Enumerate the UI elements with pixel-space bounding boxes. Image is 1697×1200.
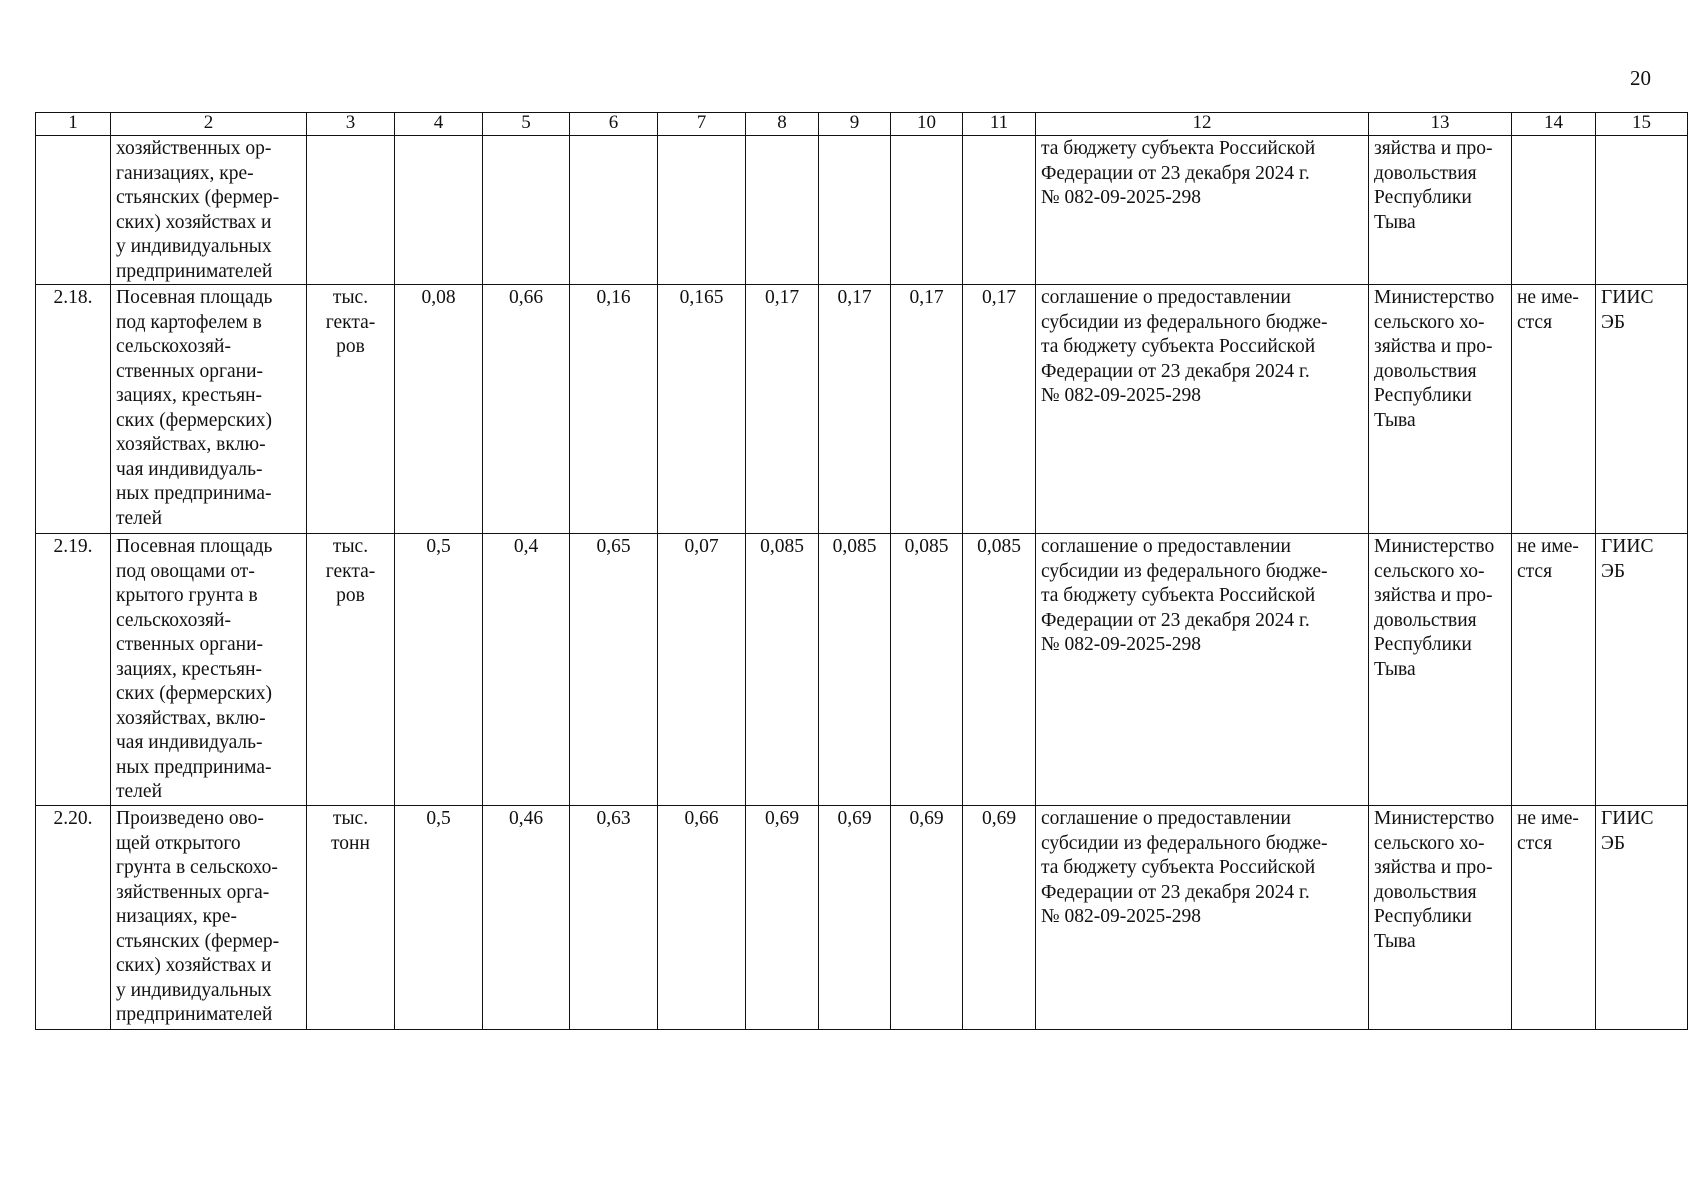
value-cell: 0,08 xyxy=(395,285,483,534)
table-row-2-18 xyxy=(36,285,1688,534)
column-number: 12 xyxy=(1036,113,1369,136)
value-cell: 0,5 xyxy=(395,534,483,806)
information-system: ГИИС ЭБ xyxy=(1596,285,1688,534)
source-document: соглашение о предоставлении субсидии из федерального бюдже- та бюджету субъекта Российской Федерации от 23 декабря 2024 г. № 082-09-2025-298 xyxy=(1036,534,1369,806)
value-cell xyxy=(483,136,570,285)
column-number: 7 xyxy=(658,113,746,136)
value-cell: 0,5 xyxy=(395,806,483,1030)
row-number: 2.20. xyxy=(36,806,111,1030)
source-document: соглашение о предоставлении субсидии из федерального бюдже- та бюджету субъекта Российской Федерации от 23 декабря 2024 г. № 082-09-2025-298 xyxy=(1036,285,1369,534)
indicators-table xyxy=(35,112,1688,1030)
row-number: 2.19. xyxy=(36,534,111,806)
value-cell: 0,66 xyxy=(483,285,570,534)
value-cell: 0,17 xyxy=(819,285,891,534)
value-cell: 0,46 xyxy=(483,806,570,1030)
value-cell xyxy=(658,136,746,285)
responsible-body: Министерство сельского хо- зяйства и про- довольствия Республики Тыва xyxy=(1369,285,1512,534)
value-cell: 0,4 xyxy=(483,534,570,806)
responsible-body: Министерство сельского хо- зяйства и про- довольствия Республики Тыва xyxy=(1369,806,1512,1030)
value-cell: 0,085 xyxy=(819,534,891,806)
unit: тыс. тонн xyxy=(307,806,395,1030)
value-cell: 0,085 xyxy=(891,534,963,806)
indicator-name: хозяйственных ор- ганизациях, кре- стьянских (фермер- ских) хозяйствах и у индивидуальных предпринимателей xyxy=(111,136,307,285)
responsible-body: Министерство сельского хо- зяйства и про- довольствия Республики Тыва xyxy=(1369,534,1512,806)
row-number: 2.18. xyxy=(36,285,111,534)
value-cell xyxy=(963,136,1036,285)
column-number: 15 xyxy=(1596,113,1688,136)
column-14-cell: не име- стся xyxy=(1512,806,1596,1030)
value-cell xyxy=(891,136,963,285)
column-number: 14 xyxy=(1512,113,1596,136)
table-row-continuation xyxy=(36,136,1688,285)
value-cell: 0,17 xyxy=(746,285,819,534)
source-document: соглашение о предоставлении субсидии из федерального бюдже- та бюджету субъекта Российской Федерации от 23 декабря 2024 г. № 082-09-2025-298 xyxy=(1036,806,1369,1030)
column-number: 9 xyxy=(819,113,891,136)
column-number-row xyxy=(36,113,1688,136)
column-number: 10 xyxy=(891,113,963,136)
information-system: ГИИС ЭБ xyxy=(1596,806,1688,1030)
value-cell: 0,16 xyxy=(570,285,658,534)
column-number: 1 xyxy=(36,113,111,136)
value-cell: 0,17 xyxy=(963,285,1036,534)
column-number: 11 xyxy=(963,113,1036,136)
row-number xyxy=(36,136,111,285)
column-14-cell: не име- стся xyxy=(1512,285,1596,534)
column-number: 6 xyxy=(570,113,658,136)
value-cell: 0,69 xyxy=(746,806,819,1030)
value-cell: 0,69 xyxy=(891,806,963,1030)
value-cell xyxy=(395,136,483,285)
column-number: 8 xyxy=(746,113,819,136)
value-cell: 0,07 xyxy=(658,534,746,806)
column-number: 5 xyxy=(483,113,570,136)
value-cell: 0,17 xyxy=(891,285,963,534)
value-cell: 0,085 xyxy=(963,534,1036,806)
value-cell: 0,65 xyxy=(570,534,658,806)
indicator-name: Произведено ово- щей открытого грунта в сельскохо- зяйственных орга- низациях, кре- стьянских (фермер- ских) хозяйствах и у индивидуальных предпринимателей xyxy=(111,806,307,1030)
page-number: 20 xyxy=(1630,66,1651,90)
value-cell xyxy=(746,136,819,285)
value-cell: 0,66 xyxy=(658,806,746,1030)
unit: тыс. гекта- ров xyxy=(307,285,395,534)
column-number: 4 xyxy=(395,113,483,136)
column-number: 13 xyxy=(1369,113,1512,136)
value-cell: 0,69 xyxy=(819,806,891,1030)
unit: тыс. гекта- ров xyxy=(307,534,395,806)
unit xyxy=(307,136,395,285)
information-system: ГИИС ЭБ xyxy=(1596,534,1688,806)
source-document: та бюджету субъекта Российской Федерации от 23 декабря 2024 г. № 082-09-2025-298 xyxy=(1036,136,1369,285)
column-14-cell: не име- стся xyxy=(1512,534,1596,806)
value-cell xyxy=(570,136,658,285)
value-cell xyxy=(819,136,891,285)
column-number: 3 xyxy=(307,113,395,136)
table-row-2-20 xyxy=(36,806,1688,1030)
value-cell: 0,69 xyxy=(963,806,1036,1030)
information-system xyxy=(1596,136,1688,285)
indicator-name: Посевная площадь под овощами от- крытого грунта в сельскохозяй- ственных органи- зациях, крестьян- ских (фермерских) хозяйствах, вклю- чая индивидуаль- ных предпринима- телей xyxy=(111,534,307,806)
responsible-body: зяйства и про- довольствия Республики Тыва xyxy=(1369,136,1512,285)
indicator-name: Посевная площадь под картофелем в сельскохозяй- ственных органи- зациях, крестьян- ских (фермерских) хозяйствах, вклю- чая индивидуаль- ных предпринима- телей xyxy=(111,285,307,534)
value-cell: 0,165 xyxy=(658,285,746,534)
value-cell: 0,63 xyxy=(570,806,658,1030)
value-cell: 0,085 xyxy=(746,534,819,806)
table-row-2-19 xyxy=(36,534,1688,806)
column-14-cell xyxy=(1512,136,1596,285)
column-number: 2 xyxy=(111,113,307,136)
